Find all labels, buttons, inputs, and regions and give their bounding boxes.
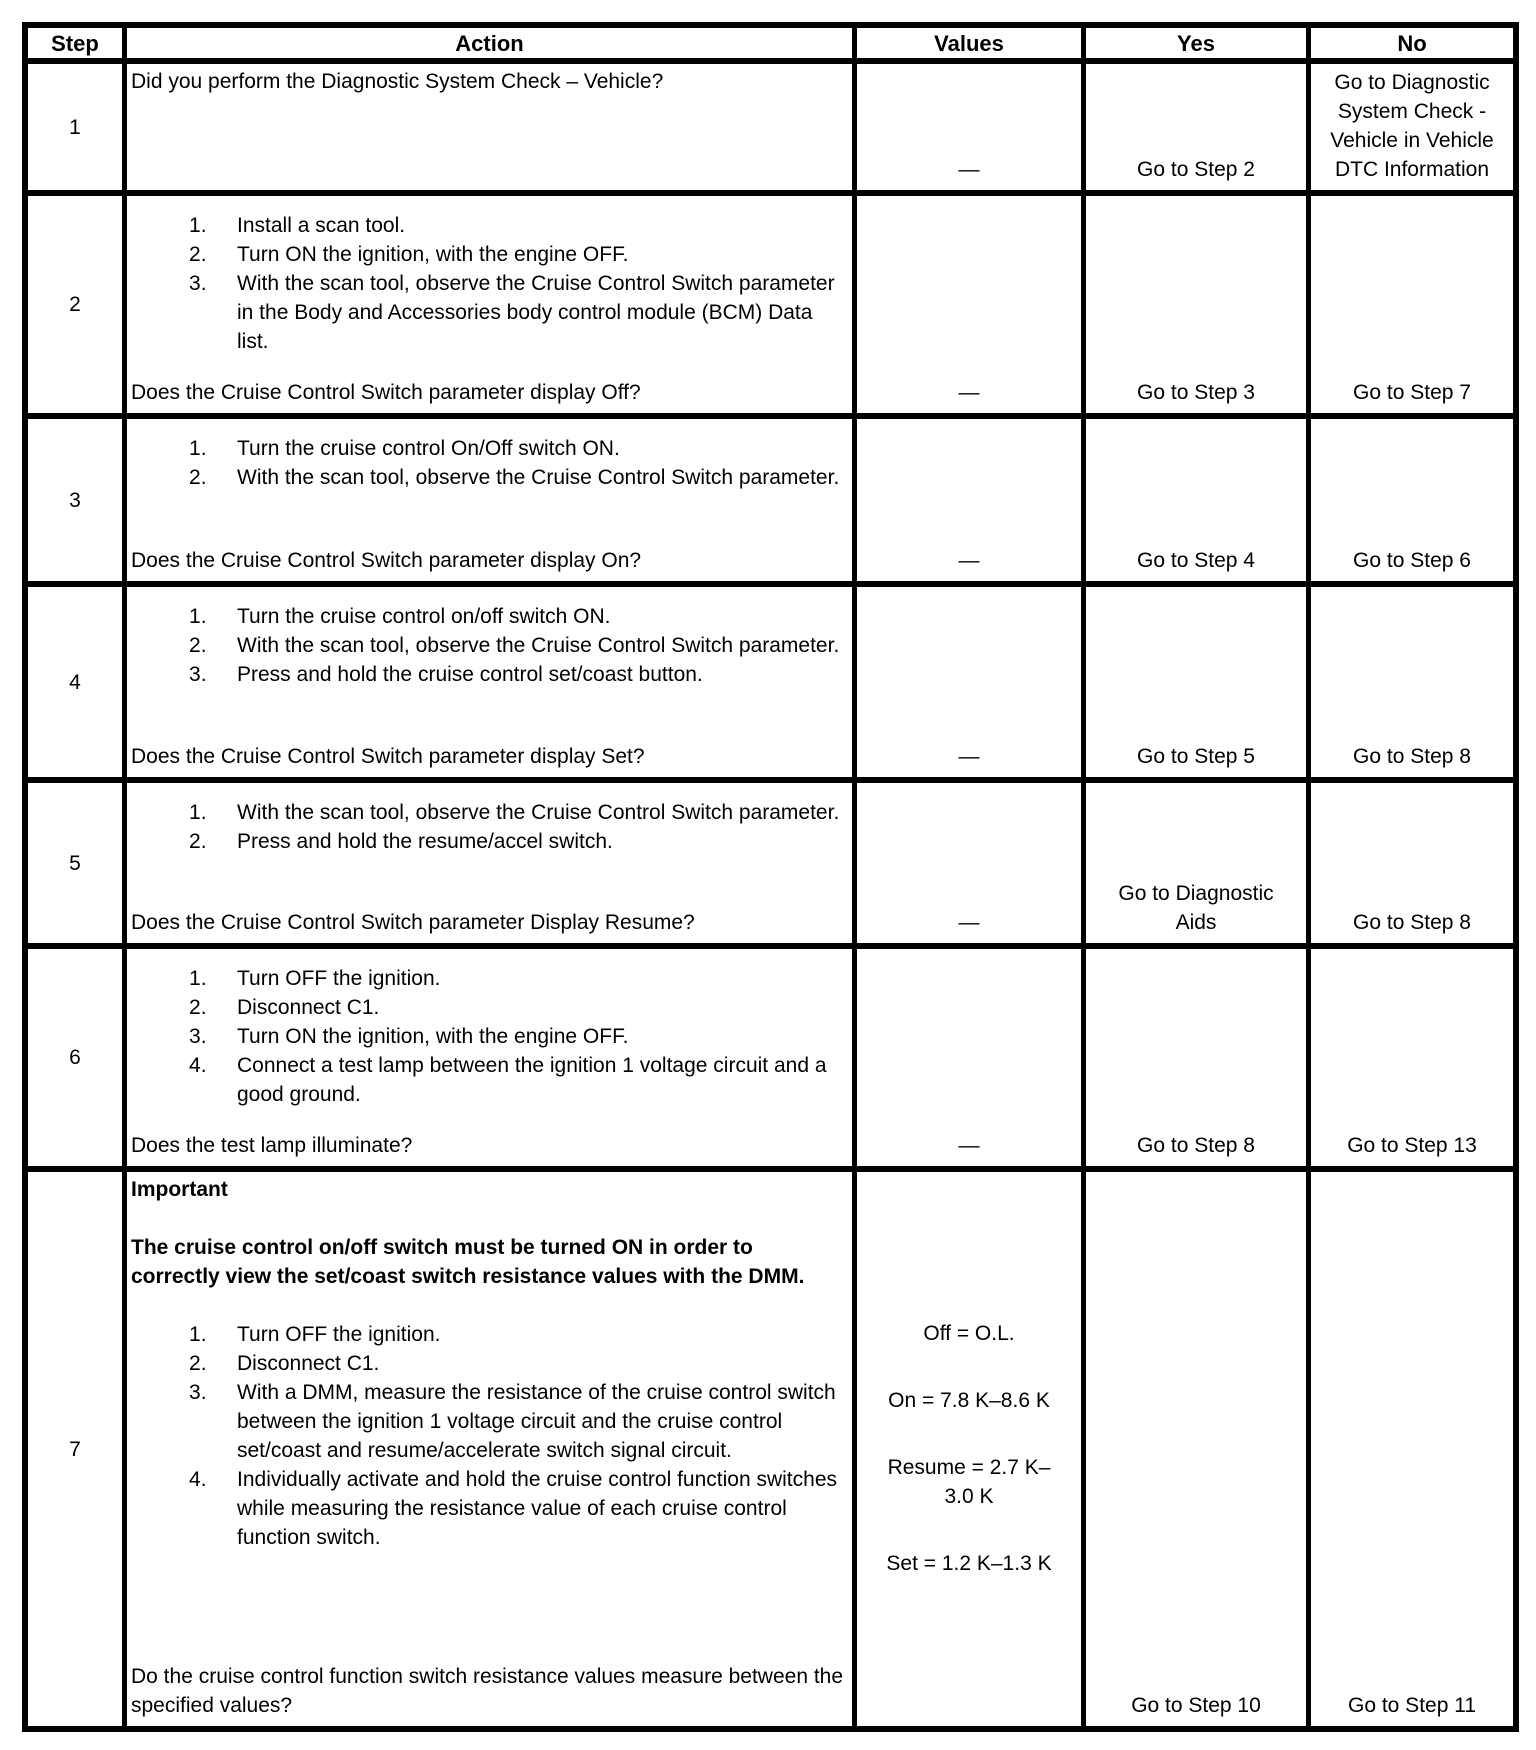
yes-cell (1081, 783, 1306, 943)
no-cell (1306, 64, 1513, 190)
table-row-step-7 (28, 1166, 1513, 1726)
yes-cell (1081, 419, 1306, 581)
no-text: Go to Step 7 (1353, 381, 1471, 404)
action-cell (122, 64, 852, 190)
action-list-item: Disconnect C1. (237, 1352, 380, 1375)
action-list-item: Turn ON the ignition, with the engine OFF. (237, 243, 629, 266)
values-entry: On = 7.8 K–8.6 K (888, 1388, 1050, 1412)
no-cell (1306, 587, 1513, 777)
yes-text: Go to Step 3 (1137, 381, 1255, 404)
values-cell (852, 64, 1081, 190)
values-dash: — (958, 1134, 980, 1157)
values-entry: Resume = 2.7 K–3.0 K (887, 1455, 1051, 1508)
action-list (131, 798, 846, 856)
values-cell (852, 1172, 1081, 1726)
action-question: Do the cruise control function switch resistance values measure between the specified values? (131, 1665, 844, 1717)
values-cell (852, 587, 1081, 777)
values-cell (852, 419, 1081, 581)
yes-text: Go to Step 2 (1137, 158, 1255, 181)
yes-text: Go to Step 10 (1131, 1694, 1261, 1717)
yes-text: Go to Step 4 (1137, 549, 1255, 572)
table-row-step-6 (28, 943, 1513, 1166)
yes-cell (1081, 1172, 1306, 1726)
action-list-item: Turn the cruise control on/off switch ON. (237, 605, 611, 628)
no-text: Go to Diagnostic System Check - Vehicle in Vehicle DTC Information (1330, 71, 1494, 181)
action-list-item: Turn ON the ignition, with the engine OFF. (237, 1025, 629, 1048)
values-dash: — (958, 911, 980, 934)
step-number: 1 (69, 115, 81, 139)
values-cell (852, 196, 1081, 413)
values-cell (852, 783, 1081, 943)
action-list-item: With the scan tool, observe the Cruise Control Switch parameter. (237, 466, 840, 489)
yes-text: Go to Step 8 (1137, 1134, 1255, 1157)
action-question: Does the test lamp illuminate? (131, 1134, 413, 1157)
action-list-item: Turn the cruise control On/Off switch ON. (237, 437, 620, 460)
no-cell (1306, 783, 1513, 943)
step-number: 6 (69, 1046, 81, 1069)
action-list-item: Turn OFF the ignition. (237, 967, 441, 990)
values-dash: — (958, 158, 980, 181)
table-row-step-1 (28, 58, 1513, 190)
table-row-step-3 (28, 413, 1513, 581)
no-cell (1306, 419, 1513, 581)
action-list-item: With the scan tool, observe the Cruise Control Switch parameter in the Body and Accessories body control module (BCM) Data list. (237, 272, 835, 353)
step-number: 4 (69, 670, 81, 694)
table-row-step-4 (28, 581, 1513, 777)
action-list (131, 211, 846, 356)
header-values: Values (852, 28, 1081, 58)
yes-cell (1081, 196, 1306, 413)
no-text: Go to Step 11 (1347, 1694, 1477, 1717)
action-cell (122, 196, 852, 413)
action-list-item: Individually activate and hold the cruise control function switches while measuring the resistance value of each cruise control function switch. (237, 1468, 837, 1549)
action-question: Does the Cruise Control Switch parameter display Off? (131, 381, 641, 404)
diagnostic-table (22, 22, 1519, 1732)
action-list-item: With a DMM, measure the resistance of the cruise control switch between the ignition 1 voltage circuit and the cruise control set/coast and resume/accelerate switch signal circuit. (237, 1381, 836, 1462)
action-list-item: Press and hold the cruise control set/coast button. (237, 663, 703, 686)
action-cell (122, 419, 852, 581)
action-cell (122, 783, 852, 943)
values-entry: Off = O.L. (923, 1321, 1015, 1345)
action-cell (122, 587, 852, 777)
header-no: No (1306, 28, 1513, 58)
action-list (131, 1320, 846, 1552)
important-label: Important (131, 1178, 228, 1201)
yes-cell (1081, 587, 1306, 777)
yes-cell (1081, 64, 1306, 190)
action-list-item: Turn OFF the ignition. (237, 1323, 441, 1346)
values-dash: — (958, 549, 980, 572)
yes-text: Go to Diagnostic Aids (1118, 882, 1274, 934)
values-dash: — (958, 381, 980, 404)
action-list-item: Disconnect C1. (237, 996, 380, 1019)
action-cell (122, 1172, 852, 1726)
action-list-item: Press and hold the resume/accel switch. (237, 830, 613, 853)
no-cell (1306, 949, 1513, 1166)
action-list-item: With the scan tool, observe the Cruise Control Switch parameter. (237, 634, 840, 657)
action-list (131, 964, 846, 1109)
step-number: 7 (69, 1437, 81, 1461)
values-cell (852, 949, 1081, 1166)
no-cell (1306, 196, 1513, 413)
important-text: The cruise control on/off switch must be turned ON in order to correctly view the set/coast switch resistance values with the DMM. (131, 1236, 805, 1288)
table-row-step-5 (28, 777, 1513, 943)
no-cell (1306, 1172, 1513, 1726)
action-question: Does the Cruise Control Switch parameter Display Resume? (131, 911, 695, 934)
values-entry: Set = 1.2 K–1.3 K (886, 1551, 1052, 1575)
header-step: Step (51, 30, 99, 56)
header-yes: Yes (1081, 28, 1306, 58)
no-text: Go to Step 8 (1353, 745, 1471, 768)
values-dash: — (958, 745, 980, 768)
step-number: 5 (69, 851, 81, 875)
action-list-item: Connect a test lamp between the ignition 1 voltage circuit and a good ground. (237, 1054, 827, 1106)
action-list-item: With the scan tool, observe the Cruise Control Switch parameter. (237, 801, 840, 824)
step-number: 2 (69, 293, 81, 316)
yes-text: Go to Step 5 (1137, 745, 1255, 768)
action-question: Does the Cruise Control Switch parameter display Set? (131, 745, 645, 768)
action-list-item: Install a scan tool. (237, 214, 406, 237)
action-cell (122, 949, 852, 1166)
step-number: 3 (69, 488, 81, 512)
no-text: Go to Step 6 (1353, 549, 1471, 572)
no-text: Go to Step 13 (1347, 1134, 1477, 1157)
yes-cell (1081, 949, 1306, 1166)
action-list (131, 602, 846, 689)
table-row-step-2 (28, 190, 1513, 413)
action-list (131, 434, 846, 492)
table-header-row (28, 28, 1513, 58)
header-action: Action (122, 28, 852, 58)
action-question: Does the Cruise Control Switch parameter display On? (131, 549, 642, 572)
action-question: Did you perform the Diagnostic System Check – Vehicle? (131, 70, 664, 93)
no-text: Go to Step 8 (1353, 911, 1471, 934)
